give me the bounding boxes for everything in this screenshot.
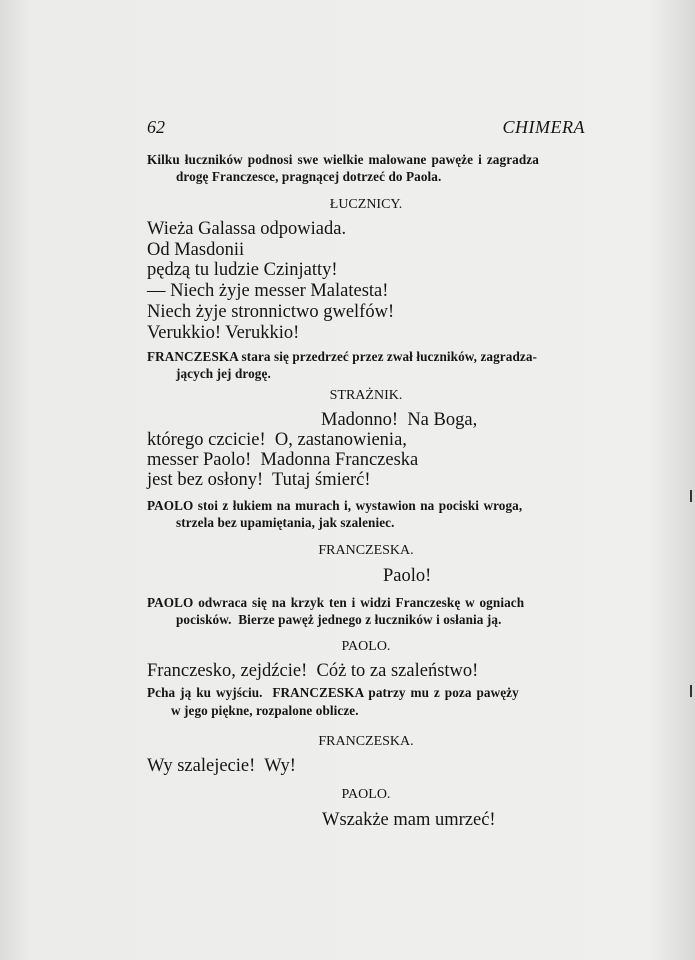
speaker-heading: FRANCZESKA. [318,543,414,558]
speaker-heading: PAOLO. [341,787,391,802]
verse-line: Wszakże mam umrzeć! [322,810,496,830]
page-number: 62 [147,117,165,137]
speaker-heading: FRANCZESKA. [318,734,414,749]
verse-line: Paolo! [383,566,432,586]
verse-line: Franczesko, zejdźcie! Cóż to za szaleństwo! [147,661,479,681]
stage-direction-line: jących jej drogę. [176,366,271,381]
stage-direction-line: w jego piękne, rozpalone oblicze. [171,703,359,718]
speaker-heading: ŁUCZNICY. [329,197,403,212]
stage-direction-line: pocisków. Bierze pawęż jednego z łuczników i osłania ją. [176,612,502,627]
speaker-heading: STRAŻNIK. [329,388,403,403]
page-edge-mark [690,490,692,502]
verse-line: Niech żyje stronnictwo gwelfów! [147,302,395,322]
verse-line: Madonno! Na Boga, [321,410,478,430]
stage-direction-line: strzela bez upamiętania, jak szaleniec. [176,515,395,530]
speaker-heading: PAOLO. [341,639,391,654]
verse-line: pędzą tu ludzie Czinjatty! [147,260,338,280]
stage-direction-line: Pcha ją ku wyjściu. FRANCZESKA patrzy mu z poza pawęży [147,685,519,700]
verse-line: Verukkio! Verukkio! [147,323,300,343]
running-title: CHIMERA [502,117,585,137]
verse-line: jest bez osłony! Tutaj śmierć! [147,470,371,490]
stage-direction-line: Kilku łuczników podnosi swe wielkie malowane pawęże i zagradza [147,152,539,167]
page-edge-mark [690,685,692,697]
verse-line: — Niech żyje messer Malatesta! [147,281,389,301]
verse-line: którego czcicie! O, zastanowienia, [147,430,407,450]
verse-line: Wy szalejecie! Wy! [147,756,296,776]
stage-direction-line: PAOLO odwraca się na krzyk ten i widzi Franczeskę w ogniach [147,595,525,610]
verse-line: messer Paolo! Madonna Franczeska [147,450,419,470]
stage-direction-line: drogę Franczesce, pragnącej dotrzeć do Paola. [176,169,442,184]
stage-direction-line: FRANCZESKA stara się przedrzeć przez zwał łuczników, zagradza- [147,349,538,364]
stage-direction-line: PAOLO stoi z łukiem na murach i, wystawion na pociski wroga, [147,498,523,513]
verse-line: Wieża Galassa odpowiada. [147,219,347,239]
verse-line: Od Masdonii [147,240,245,260]
